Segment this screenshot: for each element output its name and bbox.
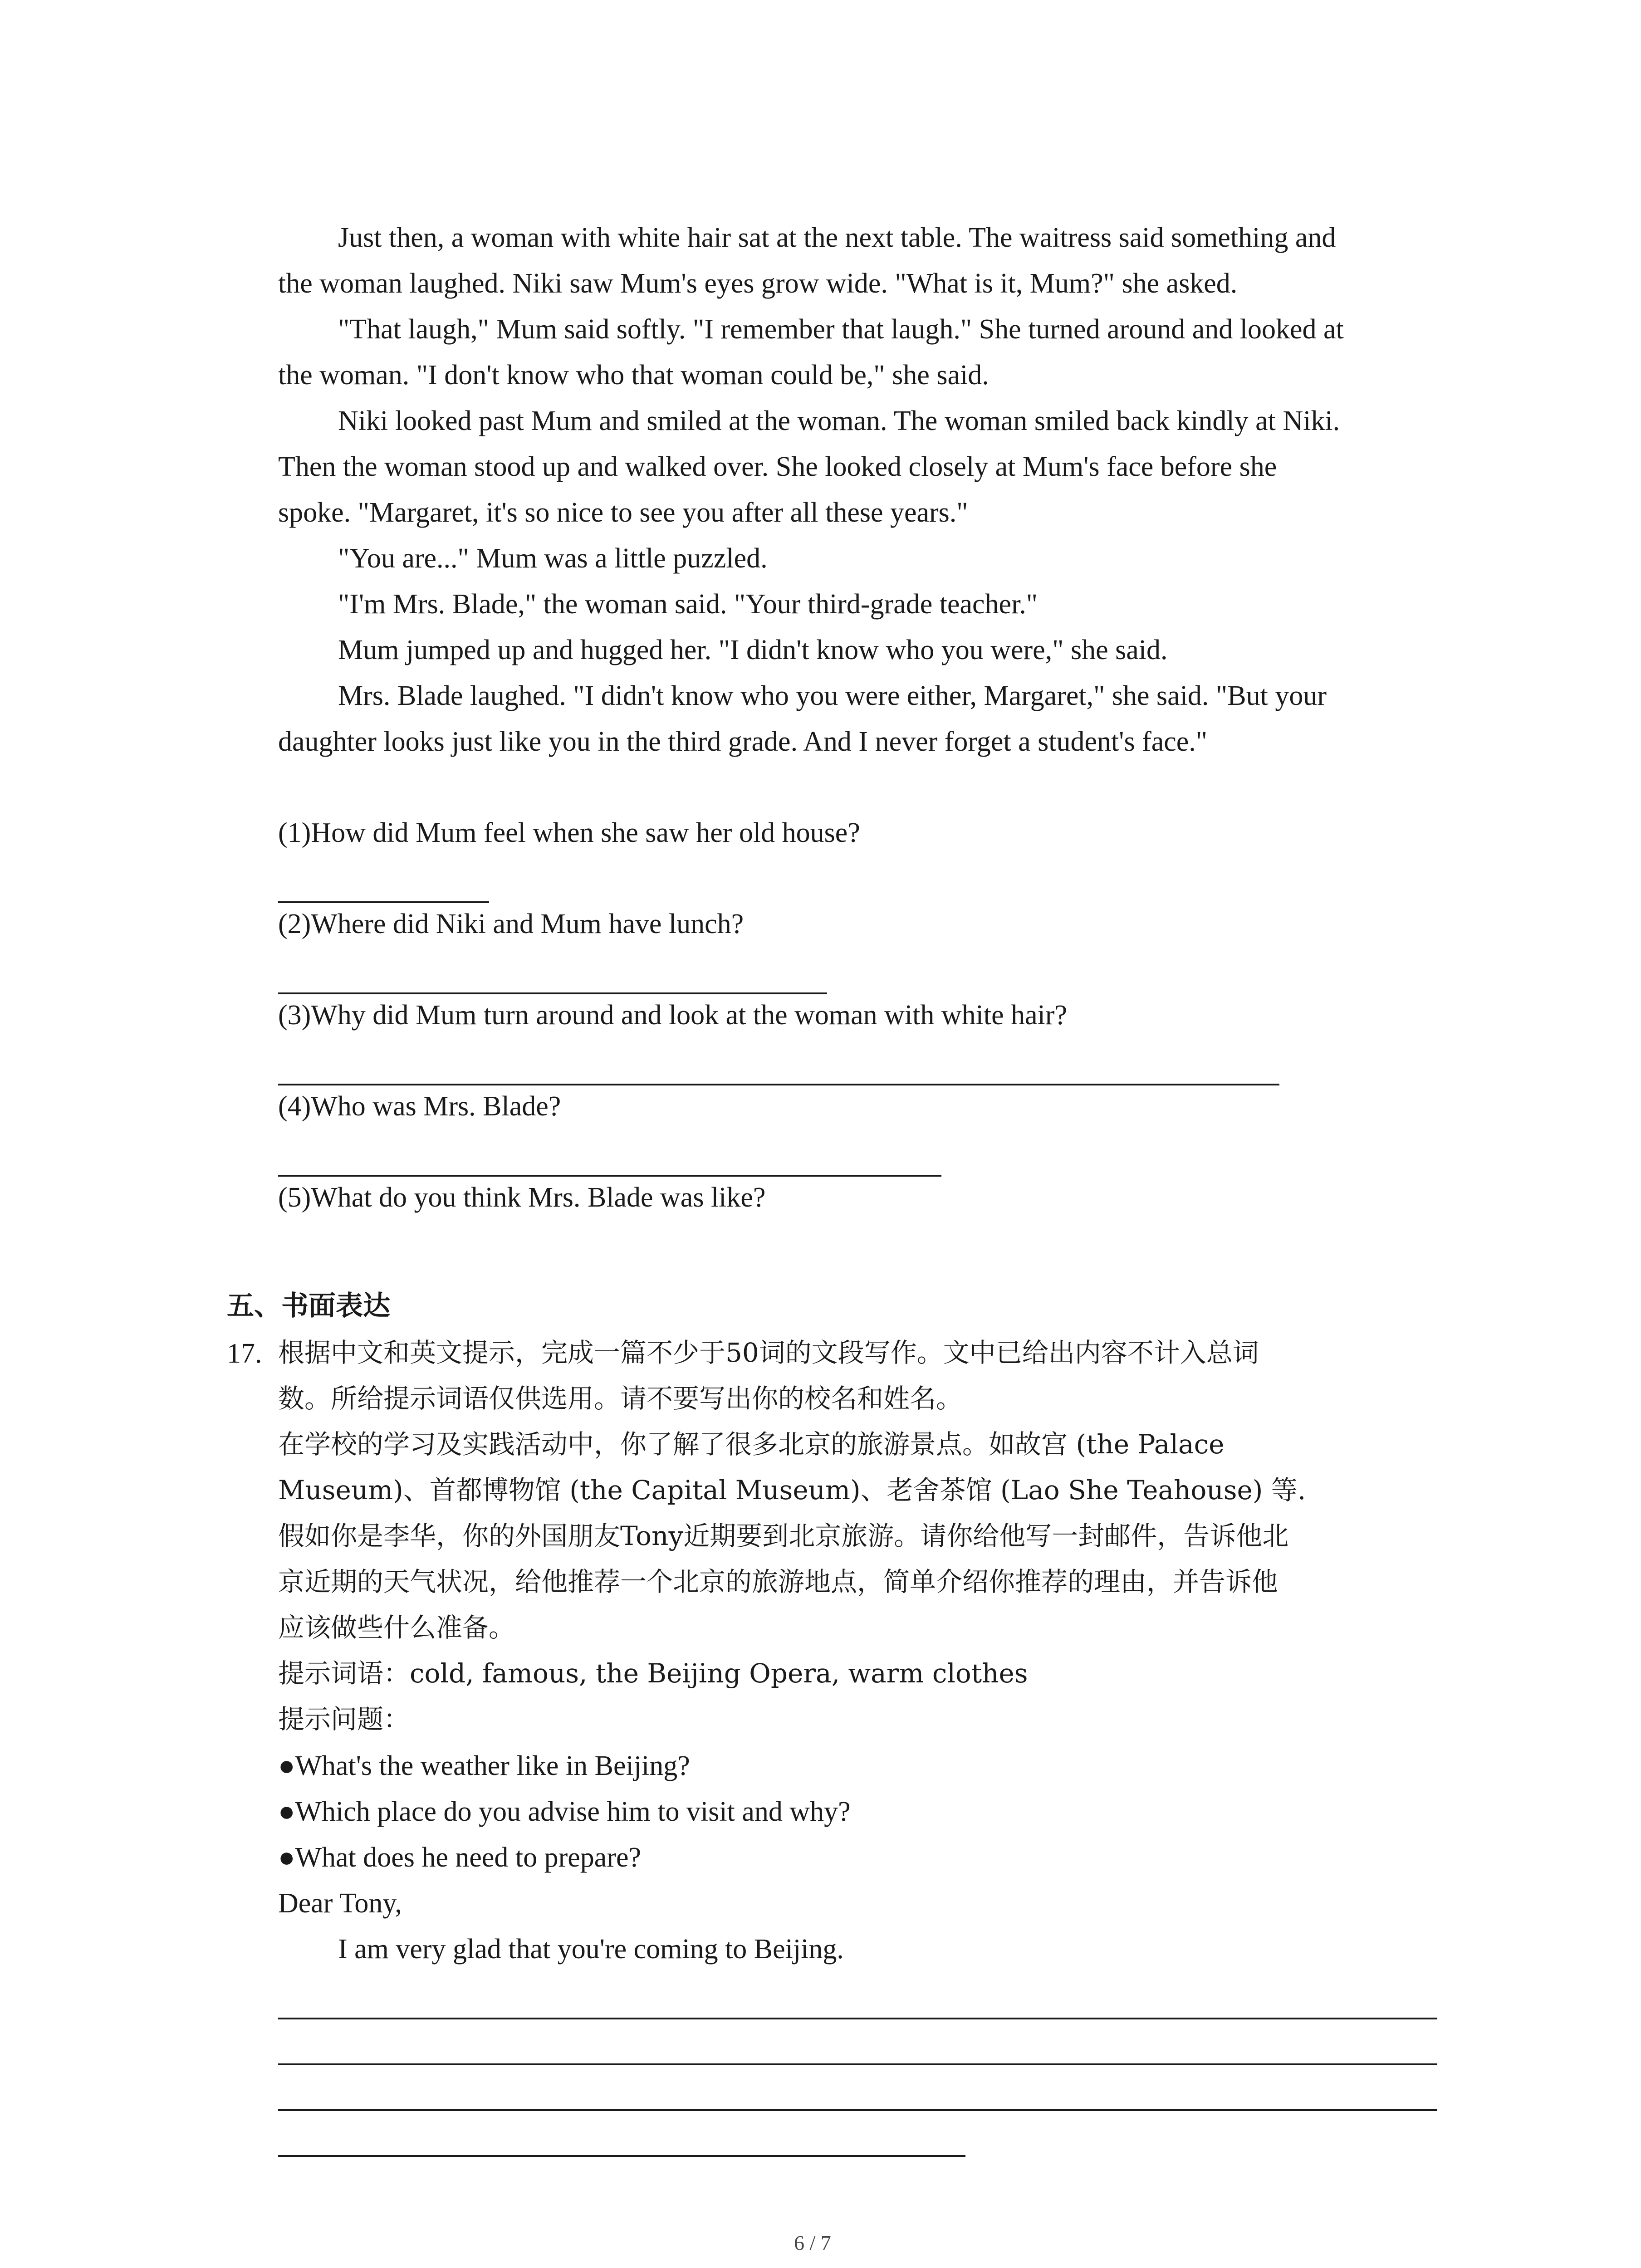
writing-line[interactable] — [278, 2155, 965, 2157]
prompt-line: 应该做些什么准备。 — [278, 1612, 515, 1643]
answer-line-2[interactable] — [278, 992, 827, 994]
story-line: Niki looked past Mum and smiled at the woman. The woman smiled back kindly at Niki. — [338, 406, 1340, 436]
story-line: daughter looks just like you in the third grade. And I never forget a student's face." — [278, 726, 1208, 757]
story-line: spoke. "Margaret, it's so nice to see you after all these years." — [278, 497, 968, 528]
writing-line[interactable] — [278, 2018, 1437, 2019]
story-line: "I'm Mrs. Blade," the woman said. "Your third-grade teacher." — [338, 589, 1038, 620]
section-heading: 五、书面表达 — [227, 1290, 390, 1322]
story-line: the woman. "I don't know who that woman could be," she said. — [278, 360, 989, 391]
hint-questions-label: 提示问题： — [278, 1704, 410, 1735]
prompt-line: 假如你是李华，你的外国朋友Tony近期要到北京旅游。请你给他写一封邮件，告诉他北 — [278, 1520, 1289, 1551]
question-4: (4)Who was Mrs. Blade? — [278, 1091, 561, 1122]
question-number: 17. — [227, 1338, 262, 1369]
story-line: Mrs. Blade laughed. "I didn't know who you were either, Margaret," she said. "But your — [338, 680, 1327, 711]
question-1: (1)How did Mum feel when she saw her old house? — [278, 817, 860, 848]
answer-line-1[interactable] — [278, 901, 489, 903]
story-line: the woman laughed. Niki saw Mum's eyes grow wide. "What is it, Mum?" she asked. — [278, 268, 1238, 299]
story-line: Just then, a woman with white hair sat at the next table. The waitress said something and — [338, 222, 1336, 253]
question-3: (3)Why did Mum turn around and look at the woman with white hair? — [278, 1000, 1068, 1031]
hint-question: ●What does he need to prepare? — [278, 1842, 642, 1873]
page-number: 6 / 7 — [794, 2231, 831, 2254]
story-line: "That laugh," Mum said softly. "I remember that laugh." She turned around and looked at — [338, 314, 1344, 345]
prompt-line: Museum)、首都博物馆 (the Capital Museum)、老舍茶馆 (Lao She Teahouse) 等. — [278, 1475, 1306, 1505]
hint-question: ●What's the weather like in Beijing? — [278, 1750, 690, 1781]
question-2: (2)Where did Niki and Mum have lunch? — [278, 909, 744, 939]
answer-line-3[interactable] — [278, 1084, 1279, 1085]
story-line: Then the woman stood up and walked over. She looked closely at Mum's face before she — [278, 451, 1277, 482]
prompt-line: 数。所给提示词语仅供选用。请不要写出你的校名和姓名。 — [278, 1383, 963, 1414]
letter-opening: I am very glad that you're coming to Beijing. — [338, 1934, 844, 1965]
hint-words: 提示词语：cold, famous, the Beijing Opera, warm clothes — [278, 1658, 1028, 1689]
story-line: Mum jumped up and hugged her. "I didn't know who you were," she said. — [338, 635, 1168, 665]
prompt-line: 京近期的天气状况，给他推荐一个北京的旅游地点，简单介绍你推荐的理由，并告诉他 — [278, 1566, 1279, 1597]
writing-line[interactable] — [278, 2063, 1437, 2065]
prompt-line: 根据中文和英文提示，完成一篇不少于50词的文段写作。文中已给出内容不计入总词 — [278, 1337, 1259, 1368]
story-line: "You are..." Mum was a little puzzled. — [338, 543, 768, 574]
writing-line[interactable] — [278, 2109, 1437, 2111]
hint-question: ●Which place do you advise him to visit and why? — [278, 1796, 851, 1827]
question-5: (5)What do you think Mrs. Blade was like? — [278, 1182, 766, 1213]
answer-line-4[interactable] — [278, 1175, 941, 1177]
letter-salutation: Dear Tony, — [278, 1888, 402, 1919]
prompt-line: 在学校的学习及实践活动中，你了解了很多北京的旅游景点。如故宫 (the Palace — [278, 1429, 1225, 1460]
